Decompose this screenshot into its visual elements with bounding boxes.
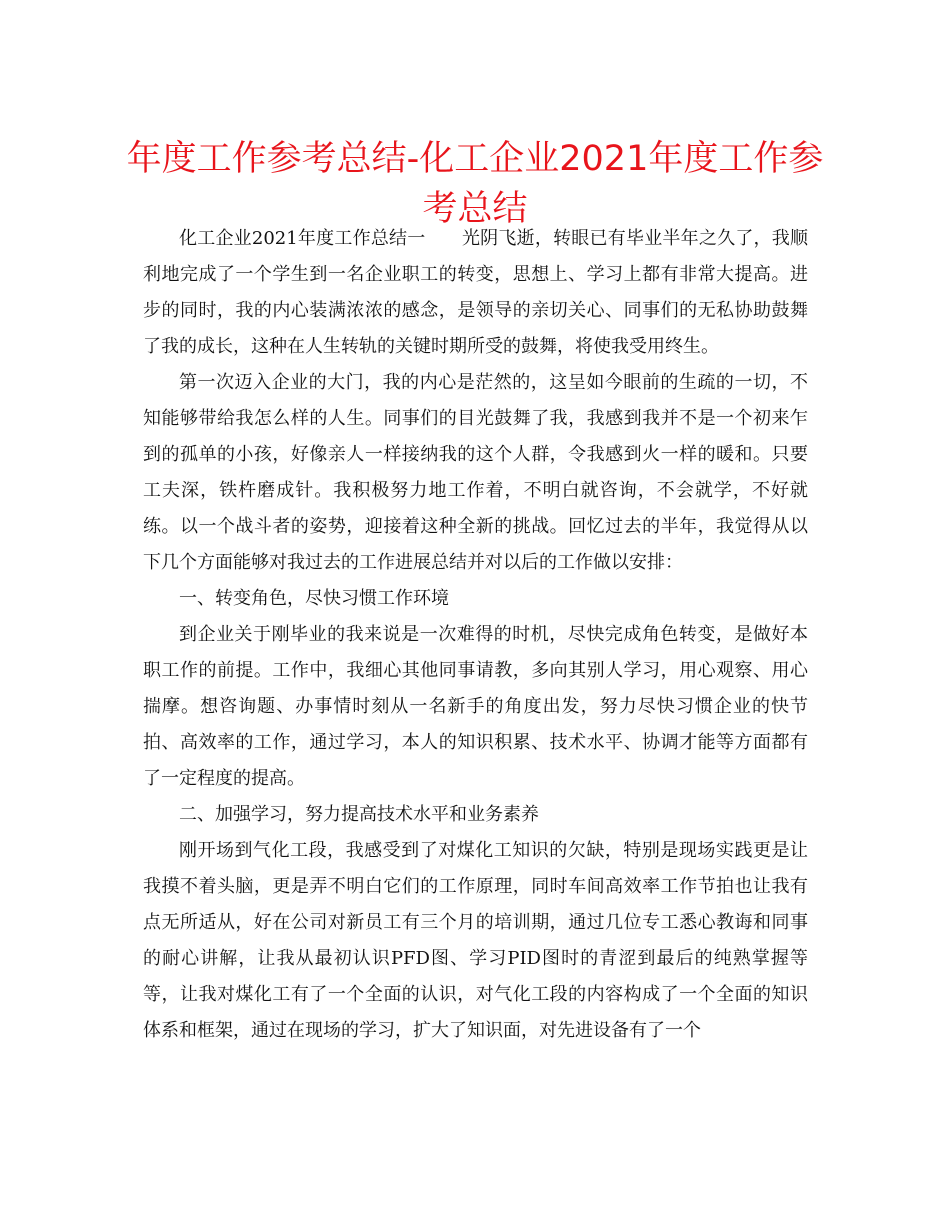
paragraph-learning: 刚开场到气化工段，我感受到了对煤化工知识的欠缺，特别是现场实践更是让我摸不着头脑，更是弄不明白它们的工作原理，同时车间高效率工作节拍也让我有点无所适从，好在公司对新员工有三个月的培训期，通过几位专工悉心教诲和同事的耐心讲解，让我从最初认识PFD图、学习PID图时的青涩到最后的纯熟掌握等等，让我对煤化工有了一个全面的认识，对气化工段的内容构成了一个全面的知识体系和框架，通过在现场的学习，扩大了知识面，对先进设备有了一个 bbox=[143, 840, 808, 1041]
section-heading-1: 一、转变角色，尽快习惯工作环境 bbox=[179, 588, 449, 609]
paragraph-role-change: 到企业关于刚毕业的我来说是一次难得的时机，尽快完成角色转变，是做好本职工作的前提。工作中，我细心其他同事请教，多向其别人学习，用心观察、用心揣摩。想咨询题、办事情时刻从一名新手的角度出发，努力尽快习惯企业的快节拍、高效率的工作，通过学习，本人的知识积累、技术水平、协调才能等方面都有了一定程度的提高。 bbox=[143, 624, 808, 789]
paragraph-intro: 化工企业2021年度工作总结一 光阴飞逝，转眼已有毕业半年之久了，我顺利地完成了一个学生到一名企业职工的转变，思想上、学习上都有非常大提高。进步的同时，我的内心装满浓浓的感念，是领导的亲切关心、同事们的无私协助鼓舞了我的成长，这种在人生转轨的关键时期所受的鼓舞，将使我受用终生。 bbox=[143, 228, 808, 357]
paragraph-first-entry: 第一次迈入企业的大门，我的内心是茫然的，这呈如今眼前的生疏的一切，不知能够带给我怎么样的人生。同事们的目光鼓舞了我，我感到我并不是一个初来乍到的孤单的小孩，好像亲人一样接纳我的这个人群，令我感到火一样的暖和。只要工夫深，铁杵磨成针。我积极努力地工作着，不明白就咨询，不会就学，不好就练。以一个战斗者的姿势，迎接着这种全新的挑战。回忆过去的半年，我觉得从以下几个方面能够对我过去的工作进展总结并对以后的工作做以安排： bbox=[143, 372, 808, 573]
document-body bbox=[143, 221, 808, 1049]
document-title: 年度工作参考总结-化工企业2021年度工作参考总结 bbox=[126, 139, 824, 229]
section-heading-2: 二、加强学习，努力提高技术水平和业务素养 bbox=[179, 804, 539, 825]
